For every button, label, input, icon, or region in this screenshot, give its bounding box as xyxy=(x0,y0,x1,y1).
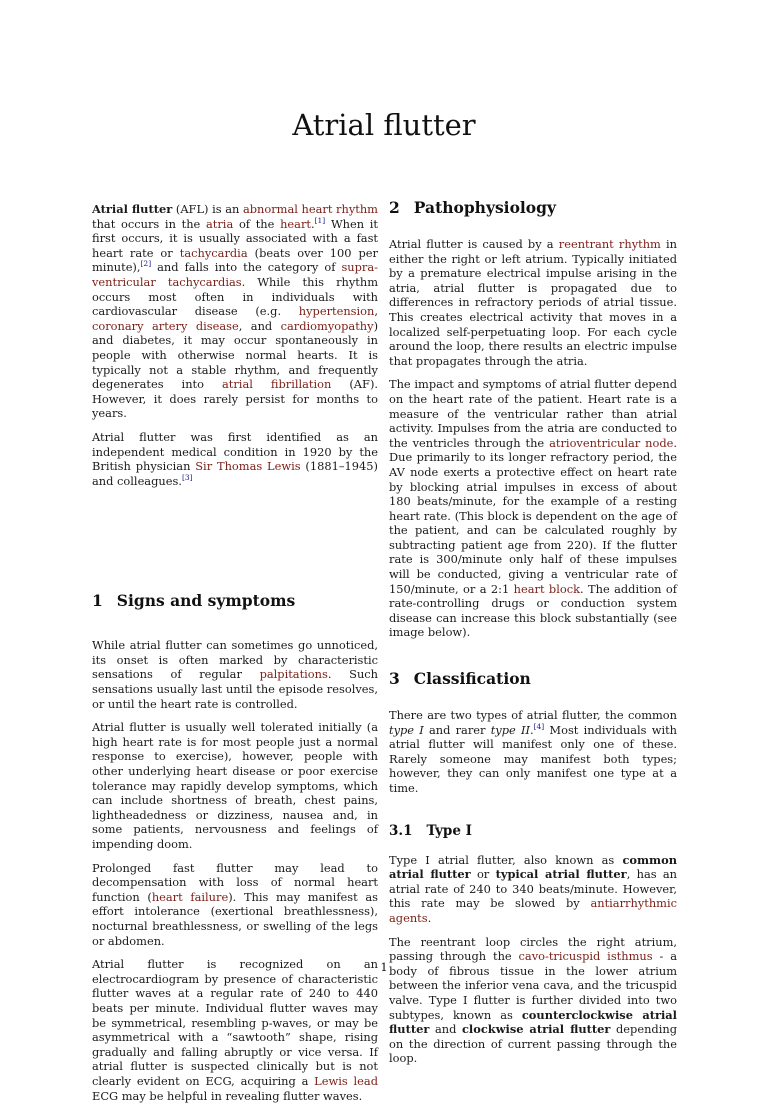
link-heart-failure[interactable]: heart failure xyxy=(151,889,229,904)
citation-3[interactable]: [3] xyxy=(181,472,193,482)
lead-paragraph-1: Atrial flutter (AFL) is an abnormal heart rhythm that occurs in the atria of the heart.[1] When it first occurs, it is usually associated with a fast heart rate or tachycardia (beats over 100 per minute),[2] and falls into the category of supra-ventricular tachycardias. While this rhythm occurs most often in individuals with cardiovascular disease (e.g. hypertension, coronary artery disease, and cardiomyopathy) and diabetes, it may occur spontaneously in people with otherwise normal hearts. It is typically not a stable rhythm, and frequently degenerates into atrial fibrillation (AF). However, it does rarely persist for months to years. xyxy=(92,202,379,421)
section-heading-classification xyxy=(389,669,677,688)
page-number: 1 xyxy=(380,960,388,974)
pathophysiology-paragraph-1: Atrial flutter is caused by a reentrant rhythm in either the right or left atrium. Typically initiated by a premature electrical impulse arising in the atria, atrial flutter is propagated due to differences in refractory periods of atrial tissue. This creates electrical activity that moves in a localized self-perpetuating loop. For each cycle around the loop, there results an electric impulse that propagates through the atria. xyxy=(389,237,678,368)
subsection-heading-type-i xyxy=(389,823,677,839)
link-reentrant-rhythm[interactable]: reentrant rhythm xyxy=(558,237,661,251)
link-atrioventricular-node[interactable]: atrioventricular node xyxy=(549,435,674,450)
right-column xyxy=(389,198,677,1075)
section-title: Pathophysiology xyxy=(413,198,556,217)
section-heading-pathophysiology xyxy=(389,198,677,217)
citation-4[interactable]: [4] xyxy=(533,721,545,731)
symptoms-paragraph-1: While atrial flutter can sometimes go unnoticed, its onset is often marked by characteristic sensations of regular palpitations. Such sensations usually last until the episode resolves, or until the heart rate is controlled. xyxy=(92,638,378,711)
citation-1[interactable]: [1] xyxy=(314,215,326,225)
pathophysiology-paragraph-2: The impact and symptoms of atrial flutter depend on the heart rate of the patient. Heart rate is a measure of the ventricular rather than atrial activity. Impulses from the atria are conducted to the ventricles through the atrioventricular node. Due primarily to its longer refractory period, the AV node exerts a protective effect on heart rate by blocking atrial impulses in excess of about 180 beats/minute, for the example of a resting heart rate. (This block is dependent on the age of the patient, and can be calculated roughly by subtracting patient age from 220). If the flutter rate is 300/minute only half of these impulses will be conducted, giving a ventricular rate of 150/minute, or a 2:1 heart block. The addition of rate-controlling drugs or conduction system disease can increase this block substantially (see image below). xyxy=(389,377,678,640)
symptoms-paragraph-3: Prolonged fast flutter may lead to decompensation with loss of normal heart function (heart failure). This may manifest as effort intolerance (exertional breathlessness), nocturnal breathlessness, or swelling of the legs or abdomen. xyxy=(92,860,379,948)
link-cardiomyopathy[interactable]: cardiomyopathy xyxy=(280,318,374,333)
link-heart[interactable]: heart xyxy=(280,216,311,231)
section-title: Signs and symptoms xyxy=(116,591,296,611)
type-i-paragraph-1: Type I atrial flutter, also known as common atrial flutter or typical atrial flutter, has an atrial rate of 240 to 340 beats/minute. However, this rate may be slowed by antiarrhythmic agents. xyxy=(389,852,678,925)
link-antiarrhythmic-agents[interactable]: antiarrhythmic agents xyxy=(389,896,677,925)
link-coronary-artery-disease[interactable]: coronary artery disease xyxy=(92,318,239,333)
link-svt[interactable]: supra-ventricular tachycardias xyxy=(92,260,378,289)
section-number: 2 xyxy=(389,198,400,217)
link-cavo-tricuspid-isthmus[interactable]: cavo-tricuspid isthmus xyxy=(518,949,653,964)
page-title: Atrial flutter xyxy=(292,108,476,142)
citation-2[interactable]: [2] xyxy=(140,259,152,269)
classification-paragraph-1: There are two types of atrial flutter, the common type I and rarer type II.[4] Most individuals with atrial flutter will manifest only one of these. Rarely someone may manifest both types; however, they can only manifest one type at a time. xyxy=(389,708,678,795)
link-sir-thomas-lewis[interactable]: Sir Thomas Lewis xyxy=(195,459,301,474)
symptoms-paragraph-2: Atrial flutter is usually well tolerated initially (a high heart rate is for most people just a normal response to exercise), however, people with other underlying heart disease or poor exercise tolerance may rapidly develop symptoms, which can include shortness of breath, chest pains, lightheadedness or dizziness, nausea and, in some patients, nervousness and feelings of impending doom. xyxy=(92,720,378,851)
link-atria[interactable]: atria xyxy=(205,216,234,231)
link-heart-block[interactable]: heart block xyxy=(513,581,580,596)
link-lewis-lead[interactable]: Lewis lead xyxy=(314,1073,378,1088)
lead-term: Atrial flutter xyxy=(92,202,173,216)
section-number: 1 xyxy=(92,591,103,611)
link-tachycardia[interactable]: tachycardia xyxy=(179,245,248,260)
type-i-paragraph-2: The reentrant loop circles the right atrium, passing through the cavo-tricuspid isthmus - a body of fibrous tissue in the lower atrium between the inferior vena cava, and the tricuspid valve. Type I flutter is further divided into two subtypes, known as counterclockwise atrial flutter and clockwise atrial flutter depending on the direction of current passing through the loop. xyxy=(389,934,678,1066)
link-palpitations[interactable]: palpitations xyxy=(259,667,328,682)
section-heading-signs-and-symptoms xyxy=(92,591,378,610)
section-number: 3 xyxy=(389,669,400,689)
symptoms-paragraph-4: Atrial flutter is recognized on an electrocardiogram by presence of characteristic flutter waves at a regular rate of 240 to 440 beats per minute. Individual flutter waves may be symmetrical, resembling p-waves, or may be asymmetrical with a “sawtooth” shape, rising gradually and falling abruptly or vice versa. If atrial flutter is suspected clinically but is not clearly evident on ECG, acquiring a Lewis lead ECG may be helpful in revealing flutter waves. xyxy=(92,957,378,1103)
lead-paragraph-2: Atrial flutter was first identified as an independent medical condition in 1920 by the British physician Sir Thomas Lewis (1881–1945) and colleagues.[3] xyxy=(92,429,378,488)
link-hypertension[interactable]: hypertension xyxy=(298,304,375,319)
left-column xyxy=(92,202,378,1112)
link-abnormal-heart-rhythm[interactable]: abnormal heart rhythm xyxy=(242,202,378,216)
subsection-number: 3.1 xyxy=(389,822,413,839)
section-title: Classification xyxy=(413,669,531,689)
subsection-title: Type I xyxy=(426,822,472,839)
link-atrial-fibrillation[interactable]: atrial fibrillation xyxy=(221,377,332,392)
